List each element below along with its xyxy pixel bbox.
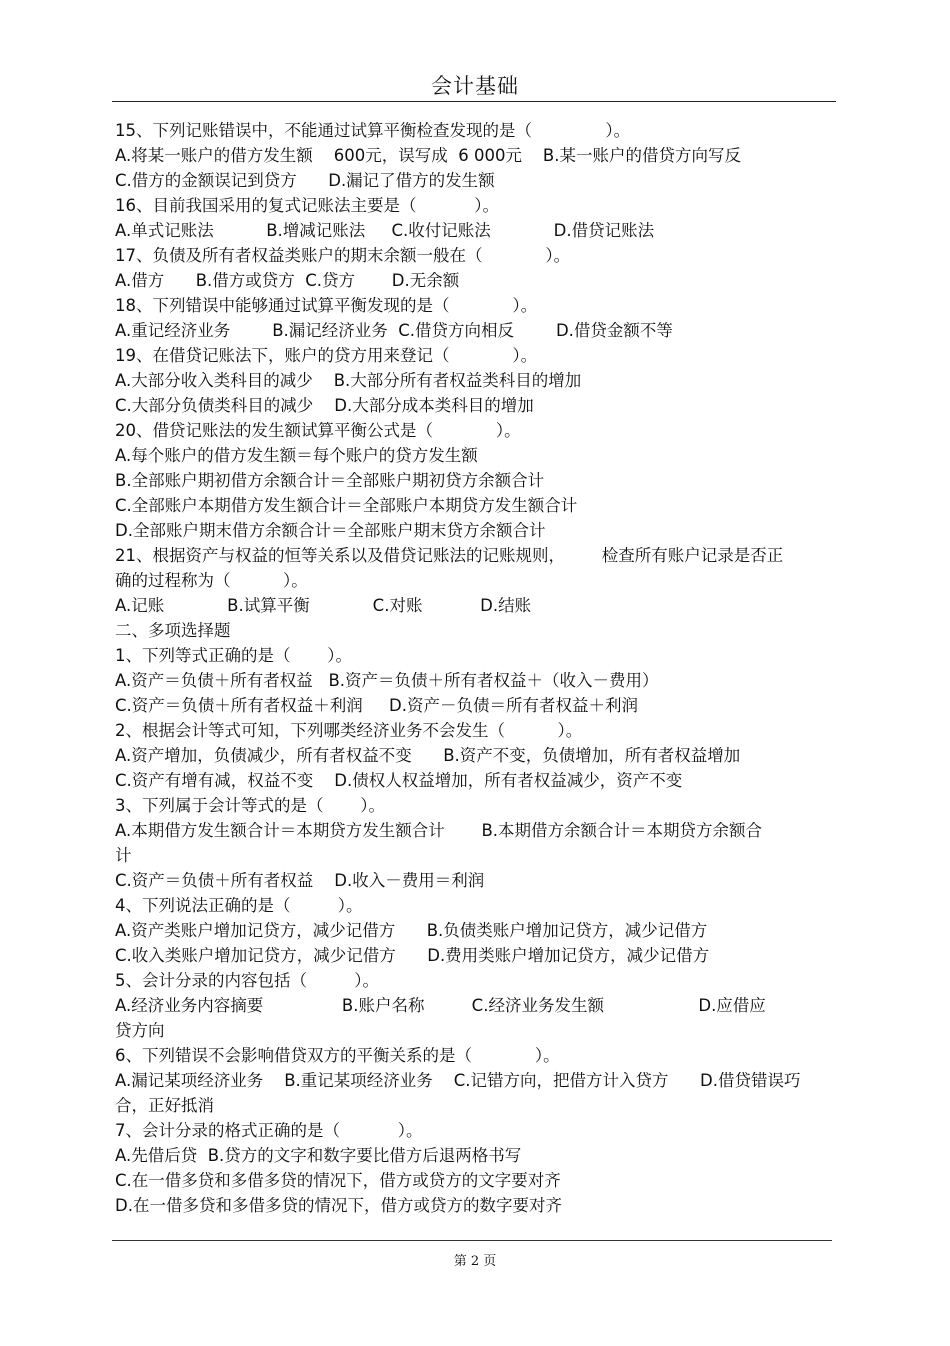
text-line: 4、下列说法正确的是（ ）。	[115, 896, 363, 915]
text-line: D.在一借多贷和多借多贷的情况下，借方或贷方的数字要对齐	[115, 1196, 562, 1215]
text-line: 2、根据会计等式可知，下列哪类经济业务不会发生（ ）。	[115, 721, 583, 740]
text-line: A.记账 B.试算平衡 C.对账 D.结账	[115, 596, 532, 615]
text-line: 二、多项选择题	[115, 621, 231, 640]
text-line: 3、下列属于会计等式的是（ ）。	[115, 796, 385, 815]
text-line: 21、根据资产与权益的恒等关系以及借贷记账法的记账规则， 检查所有账户记录是否正	[115, 546, 784, 565]
header-divider	[112, 101, 836, 102]
text-line: C.在一借多贷和多借多贷的情况下，借方或贷方的文字要对齐	[115, 1171, 561, 1190]
text-line: C.全部账户本期借方发生额合计＝全部账户本期贷方发生额合计	[115, 496, 578, 515]
text-line: 17、负债及所有者权益类账户的期末余额一般在（ ）。	[115, 246, 571, 265]
page-header-title: 会计基础	[431, 74, 519, 98]
text-line: A.大部分收入类科目的减少 B.大部分所有者权益类科目的增加	[115, 371, 582, 390]
text-line: C.借方的金额误记到贷方 D.漏记了借方的发生额	[115, 171, 495, 190]
text-line: A.经济业务内容摘要 B.账户名称 C.经济业务发生额 D.应借应	[115, 996, 766, 1015]
text-line: A.资产增加，负债减少，所有者权益不变 B.资产不变，负债增加，所有者权益增加	[115, 746, 741, 765]
text-line: A.借方 B.借方或贷方 C.贷方 D.无余额	[115, 271, 460, 290]
text-line: C.大部分负债类科目的减少 D.大部分成本类科目的增加	[115, 396, 534, 415]
text-line: A.本期借方发生额合计＝本期贷方发生额合计 B.本期借方余额合计＝本期贷方余额合	[115, 821, 763, 840]
text-line: C.收入类账户增加记贷方，减少记借方 D.费用类账户增加记贷方，减少记借方	[115, 946, 710, 965]
text-line: A.每个账户的借方发生额＝每个账户的贷方发生额	[115, 446, 478, 465]
text-line: D.全部账户期末借方余额合计＝全部账户期末贷方余额合计	[115, 521, 546, 540]
text-line: A.将某一账户的借方发生额 600元，误写成 6 000元 B.某一账户的借贷方向写反	[115, 146, 741, 165]
text-line: 贷方向	[115, 1021, 165, 1040]
text-line: 1、下列等式正确的是（ ）。	[115, 646, 352, 665]
text-line: 18、下列错误中能够通过试算平衡发现的是（ ）。	[115, 296, 538, 315]
text-line: 5、会计分录的内容包括（ ）。	[115, 971, 379, 990]
text-line: A.资产＝负债＋所有者权益 B.资产＝负债＋所有者权益＋（收入－费用）	[115, 671, 659, 690]
text-line: 合，正好抵消	[115, 1096, 214, 1115]
question-content	[115, 118, 830, 1218]
text-line: 7、会计分录的格式正确的是（ ）。	[115, 1121, 423, 1140]
text-line: C.资产＝负债＋所有者权益＋利润 D.资产－负债＝所有者权益＋利润	[115, 696, 638, 715]
text-line: B.全部账户期初借方余额合计＝全部账户期初贷方余额合计	[115, 471, 545, 490]
text-line: 16、目前我国采用的复式记账法主要是（ ）。	[115, 196, 499, 215]
text-line: 计	[115, 846, 132, 865]
text-line: A.先借后贷 B.贷方的文字和数字要比借方后退两格书写	[115, 1146, 522, 1165]
text-line: C.资产＝负债＋所有者权益 D.收入－费用＝利润	[115, 871, 485, 890]
text-line: A.重记经济业务 B.漏记经济业务 C.借贷方向相反 D.借贷金额不等	[115, 321, 673, 340]
text-line: 6、下列错误不会影响借贷双方的平衡关系的是（ ）。	[115, 1046, 560, 1065]
footer-divider	[112, 1240, 832, 1241]
text-line: C.资产有增有减，权益不变 D.债权人权益增加，所有者权益减少，资产不变	[115, 771, 683, 790]
text-line: 20、借贷记账法的发生额试算平衡公式是（ ）。	[115, 421, 521, 440]
text-line: A.资产类账户增加记贷方，减少记借方 B.负债类账户增加记贷方，减少记借方	[115, 921, 708, 940]
text-line: A.漏记某项经济业务 B.重记某项经济业务 C.记错方向，把借方计入贷方 D.借贷错误巧	[115, 1071, 801, 1090]
text-line: A.单式记账法 B.增减记账法 C.收付记账法 D.借贷记账法	[115, 221, 655, 240]
text-line: 确的过程称为（ ）。	[115, 571, 308, 590]
page-number: 第 2 页	[453, 1254, 497, 1269]
text-line: 19、在借贷记账法下，账户的贷方用来登记（ ）。	[115, 346, 538, 365]
text-line: 15、下列记账错误中，不能通过试算平衡检查发现的是（ ）。	[115, 121, 631, 140]
